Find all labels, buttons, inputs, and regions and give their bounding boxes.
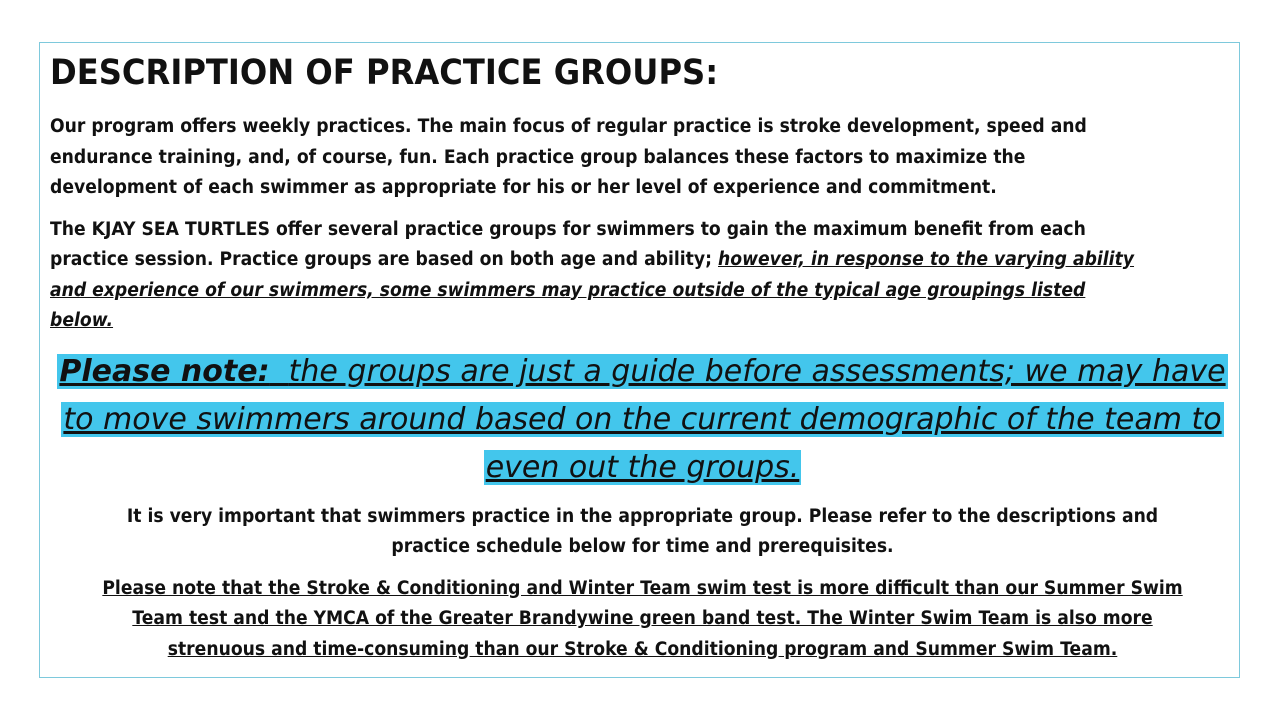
slide-content	[50, 50, 1235, 676]
practice-groups-paragraph	[50, 215, 1235, 337]
highlight-note-band	[57, 354, 1227, 485]
appropriate-group-text: It is very important that swimmers practice in the appropriate group. Please refer to the descriptions and practice schedule below for time and prerequisites.	[126, 505, 1159, 557]
page-title: DESCRIPTION OF PRACTICE GROUPS:	[50, 53, 719, 93]
practice-groups-emphasis: however, in response to the varying ability and experience of our swimmers, some swimmers may practice outside of the typical age groupings listed below.	[50, 249, 1135, 331]
swim-test-paragraph	[50, 574, 1235, 666]
practice-groups-text	[50, 215, 1152, 337]
highlight-note	[50, 348, 1235, 492]
program-overview-paragraph	[50, 112, 1235, 204]
appropriate-group-paragraph	[50, 502, 1235, 563]
program-overview-text: Our program offers weekly practices. The main focus of regular practice is stroke development, speed and endurance training, and, of course, fun. Each practice group balances these factors to maximize the development of each swimmer as appropriate for his or her level of experience and commitment.	[50, 116, 1087, 198]
practice-groups-plain: The KJAY SEA TURTLES offer several practice groups for swimmers to gain the maximum benefit from each practice session. Practice groups are based on both age and ability;	[50, 218, 1086, 270]
highlight-note-lead: Please note:	[59, 353, 270, 389]
highlight-note-text: the groups are just a guide before assessments; we may have to move swimmers around based on the current demographic of the team to even out the groups.	[63, 353, 1226, 485]
swim-test-text: Please note that the Stroke & Conditioning and Winter Team swim test is more difficult than our Summer Swim Team test and the YMCA of the Greater Brandywine green band test. The Winter Swim Team is also more strenuous and time-consuming than our Stroke & Conditioning program and Summer Swim Team.	[102, 577, 1183, 660]
